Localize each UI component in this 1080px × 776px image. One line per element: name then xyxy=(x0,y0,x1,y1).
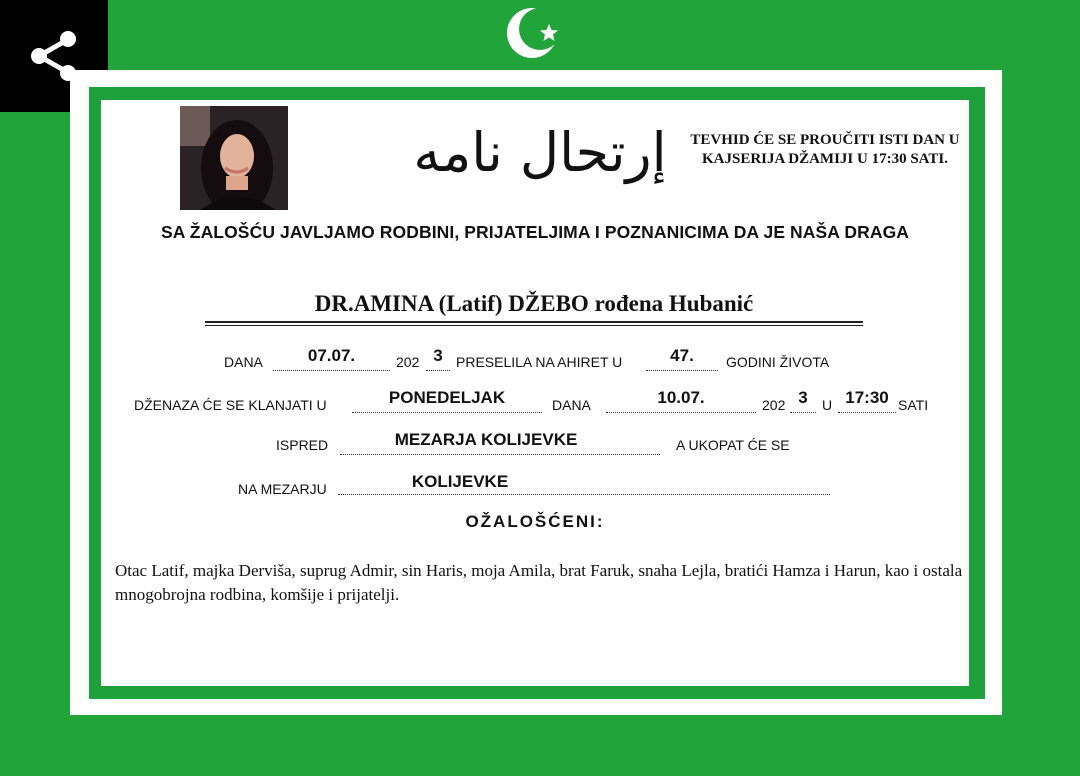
ukopat-label: A UKOPAT ĆE SE xyxy=(676,437,790,453)
deceased-name: DR.AMINA (Latif) DŽEBO rođena Hubanić xyxy=(314,291,754,316)
funeral-time: 17:30 xyxy=(845,388,889,407)
ispred-label: ISPRED xyxy=(276,437,329,453)
year-dotted-line-2 xyxy=(790,412,816,413)
year-prefix: 202 xyxy=(396,354,420,370)
age-dotted-line xyxy=(646,370,718,371)
death-year-suffix: 3 xyxy=(433,346,443,365)
age-value: 47. xyxy=(670,346,694,365)
arabic-title: إرتحال نامه xyxy=(413,121,667,184)
mourners-list: Otac Latif, majka Derviša, suprug Admir, sin Haris, moja Amila, brat Faruk, snaha Lejla, bratići Hamza i Harun, kao i ostala mnogobrojna rodbina, komšije i prijatelji. xyxy=(115,561,963,604)
crescent-star-icon xyxy=(505,4,563,62)
place-dotted-line xyxy=(340,454,660,455)
date-dotted-line xyxy=(273,370,390,371)
year-dotted-line xyxy=(426,370,450,371)
funeral-date: 10.07. xyxy=(657,388,705,407)
time-dotted-line xyxy=(838,412,896,413)
dana-label: DANA xyxy=(224,354,263,370)
funeral-day: PONEDELJAK xyxy=(388,388,506,407)
dzenaza-label: DŽENAZA ĆE SE KLANJATI U xyxy=(134,397,327,413)
name-underline xyxy=(205,321,863,323)
u-label: U xyxy=(822,397,833,413)
death-date: 07.07. xyxy=(307,346,356,365)
name-underline-thin xyxy=(205,325,863,326)
mourners-heading: OŽALOŠĆENI: xyxy=(465,512,605,531)
preselila-label: PRESELILA NA AHIRET U xyxy=(456,354,623,370)
deceased-photo xyxy=(180,106,288,210)
dana-label-2: DANA xyxy=(552,397,591,413)
year-prefix-2: 202 xyxy=(762,397,786,413)
funeral-date-dotted-line xyxy=(606,412,756,413)
sati-label: SATI xyxy=(898,397,929,413)
godini-label: GODINI ŽIVOTA xyxy=(726,354,830,370)
day-dotted-line xyxy=(352,412,542,413)
tevhid-note: TEVHID ĆE SE PROUČITI ISTI DAN U KAJSERIJA DŽAMIJI U 17:30 SATI. xyxy=(690,132,960,167)
mezarju-label: NA MEZARJU xyxy=(238,481,327,497)
funeral-place: MEZARJA KOLIJEVKE xyxy=(394,430,578,449)
cemetery-dotted-line xyxy=(338,494,830,495)
announcement-text: SA ŽALOŠĆU JAVLJAMO RODBINI, PRIJATELJIMA I POZNANICIMA DA JE NAŠA DRAGA xyxy=(160,222,910,242)
funeral-year-suffix: 3 xyxy=(798,388,808,407)
cemetery-name: KOLIJEVKE xyxy=(411,472,509,491)
